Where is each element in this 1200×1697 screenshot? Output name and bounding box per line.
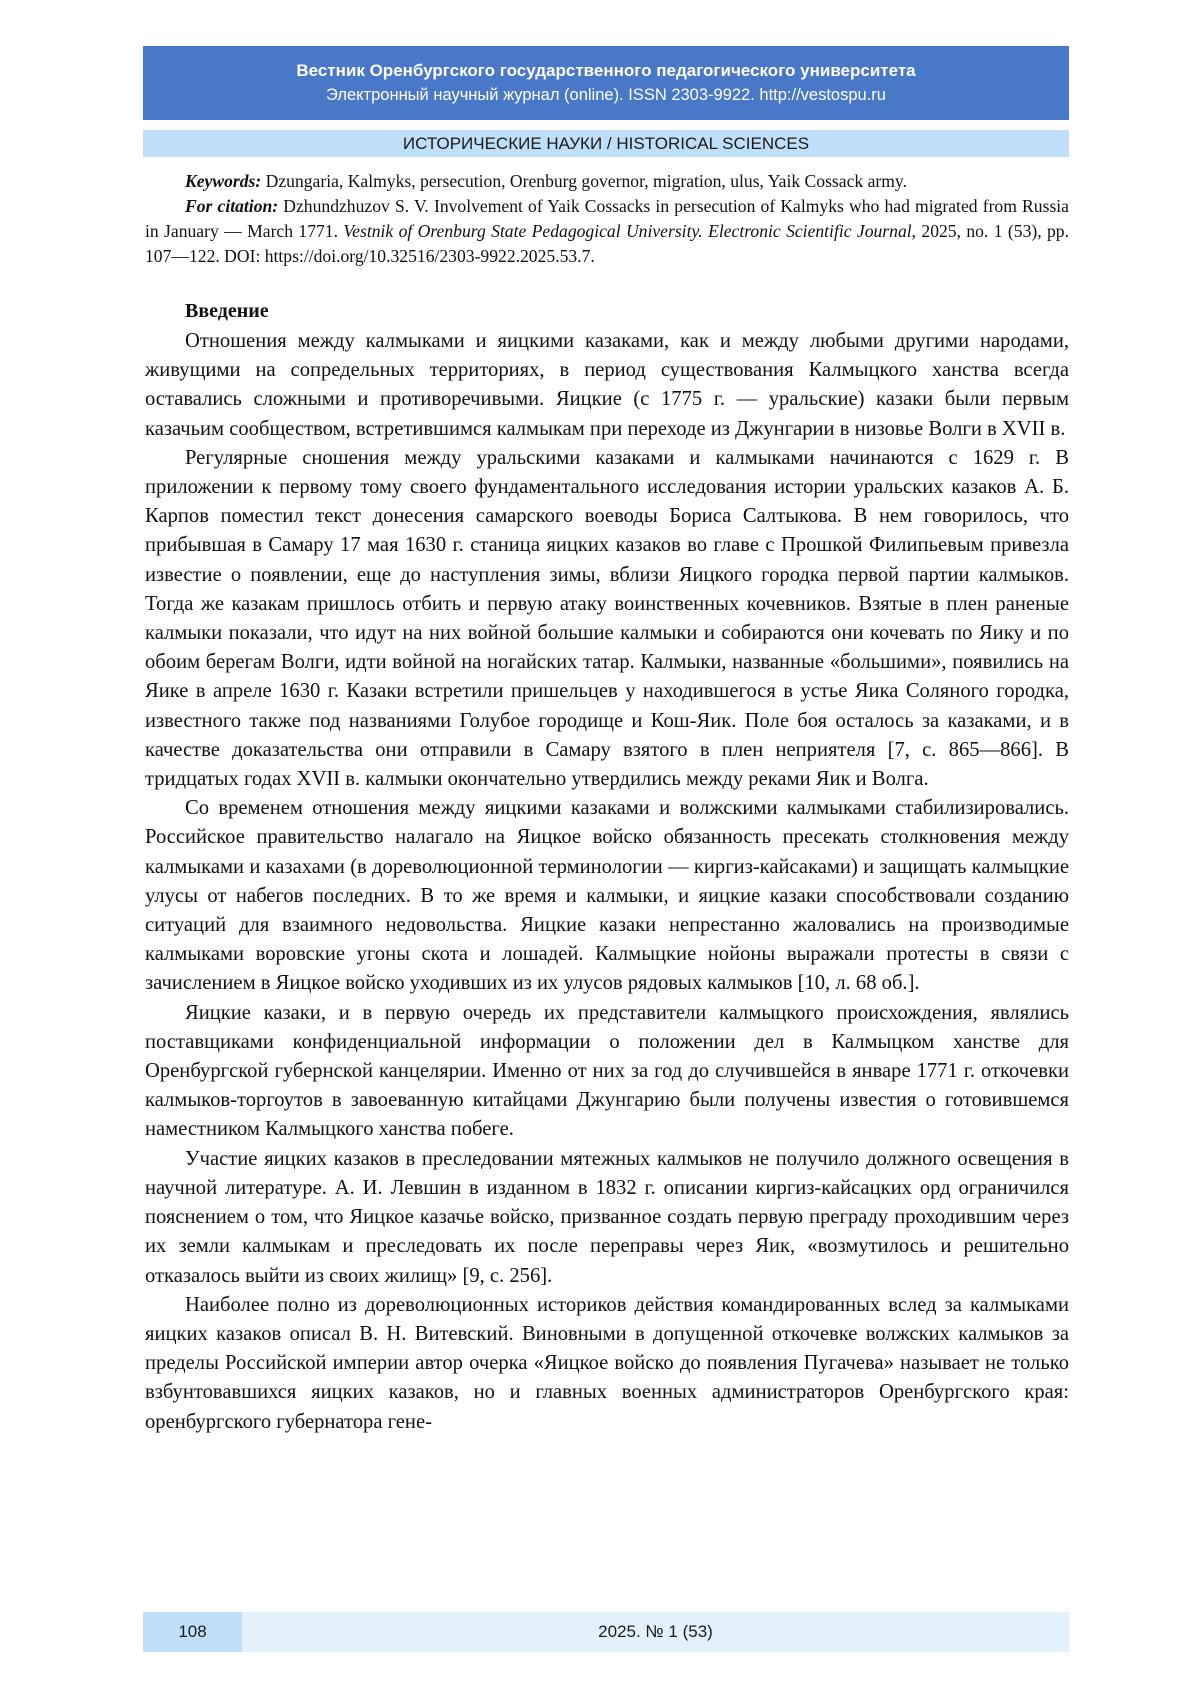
body-text	[145, 327, 1069, 1437]
keywords	[145, 169, 1069, 194]
section-label: ИСТОРИЧЕСКИЕ НАУКИ / HISTORICAL SCIENCES	[143, 130, 1069, 157]
citation-plain-1: Dzhundzhuzov S. V. Involvement of Yaik Cossacks in persecution of Kalmyks who had migrated from Russia in January — March 1771.	[145, 196, 1069, 241]
paragraph: Участие яицких казаков в преследовании мятежных калмыков не получило должного освещения в научной литературе. А. И. Левшин в изданном в 1832 г. описании киргиз-кайсацких орд ограничился пояснением о том, что Яицкое казачье войско, призванное создать первую преграду проходившим через их земли калмыкам и преследовать их после переправы через Яик, «возмутилось и решительно отказалось выйти из своих жилищ» [9, с. 256].	[145, 1147, 1069, 1287]
paragraph: Наиболее полно из дореволюционных историков действия командированных вслед за калмыками яицких казаков описал В. Н. Витевский. Виновными в допущенной откочевке волжских калмыков за пределы Российской империи автор очерка «Яицкое войско до появления Пугачева» называет не только взбунтовавшихся яицких казаков, но и главных военных администраторов Оренбургского края: оренбургского губернатора гене-	[145, 1293, 1069, 1433]
citation-journal: Vestnik of Orenburg State Pedagogical University. Electronic Scientific Journal	[343, 221, 912, 241]
citation-label: For citation:	[185, 196, 279, 216]
paragraph: Яицкие казаки, и в первую очередь их представители калмыцкого происхождения, являлись поставщиками конфиденциальной информации о положении дел в Калмыцком ханстве для Оренбургской губернской канцелярии. Именно от них за год до случившейся в январе 1771 г. откочевки калмыков-торгоутов в завоеванную китайцами Джунгарию были получены известия о готовившемся наместником Калмыцкого ханства побеге.	[145, 1001, 1069, 1141]
page-number: 108	[143, 1612, 242, 1652]
journal-header	[143, 46, 1069, 120]
keywords-label: Keywords:	[185, 171, 262, 191]
keywords-text: Dzungaria, Kalmyks, persecution, Orenburg governor, migration, ulus, Yaik Cossack army.	[261, 171, 907, 191]
citation-text	[145, 196, 1069, 266]
paragraph: Отношения между калмыками и яицкими казаками, как и между любыми другими народами, живущими на сопредельных территориях, в период существования Калмыцкого ханства всегда оставались сложными и противоречивыми. Яицкие (с 1775 г. — уральские) казаки были первым казачьим сообществом, встретившимся калмыкам при переходе из Джунгарии в низовье Волги в XVII в.	[145, 330, 1069, 440]
section-heading: Введение	[185, 300, 269, 322]
paragraph: Со временем отношения между яицкими казаками и волжскими калмыками стабилизировались. Российское правительство налагало на Яицкое войско обязанность пресекать столкновения между калмыками и казахами (в дореволюционной терминологии — киргиз-кайсаками) и защищать калмыцкие улусы от набегов последних. В то же время и калмыки, и яицкие казаки способствовали созданию ситуаций для взаимного недовольства. Яицкие казаки непрестанно жаловались на производимые калмыками воровские угоны скота и лошадей. Калмыцкие нойоны выражали протесты в связи с зачислением в Яицкое войско уходивших из их улусов рядовых калмыков [10, л. 68 об.].	[145, 797, 1069, 995]
citation	[145, 194, 1069, 269]
issue-label: 2025. № 1 (53)	[598, 1622, 713, 1641]
journal-subtitle: Электронный научный журнал (online). ISSN 2303-9922. http://vestospu.ru	[326, 86, 886, 104]
citation-plain-2: , 2025, no. 1 (53), pp. 107—122. DOI: https://doi.org/10.32516/2303-9922.2025.53.7.	[145, 221, 1069, 266]
journal-title: Вестник Оренбургского государственного педагогического университета	[296, 61, 916, 80]
paragraph: Регулярные сношения между уральскими казаками и калмыками начинаются с 1629 г. В приложении к первому тому своего фундаментального исследования истории уральских казаков А. Б. Карпов поместил текст донесения самарского воеводы Бориса Салтыкова. В нем говорилось, что прибывшая в Самару 17 мая 1630 г. станица яицких казаков во главе с Прошкой Филипьевым привезла известие о появлении, еще до наступления зимы, вблизи Яицкого городка первой партии калмыков. Тогда же казакам пришлось отбить и первую атаку воинственных кочевников. Взятые в плен раненые калмыки показали, что идут на них войной большие калмыки и собираются они кочевать по Яику и по обоим берегам Волги, идти войной на ногайских татар. Калмыки, названные «большими», появились на Яике в апреле 1630 г. Казаки встретили пришельцев у находившегося в устье Яика Соляного городка, известного также под названиями Голубое городище и Кош-Яик. Поле боя осталось за казаками, и в качестве доказательства они отправили в Самару взятого в плен неприятеля [7, с. 865—866]. В тридцатых годах XVII в. калмыки окончательно утвердились между реками Яик и Волга.	[145, 446, 1069, 791]
